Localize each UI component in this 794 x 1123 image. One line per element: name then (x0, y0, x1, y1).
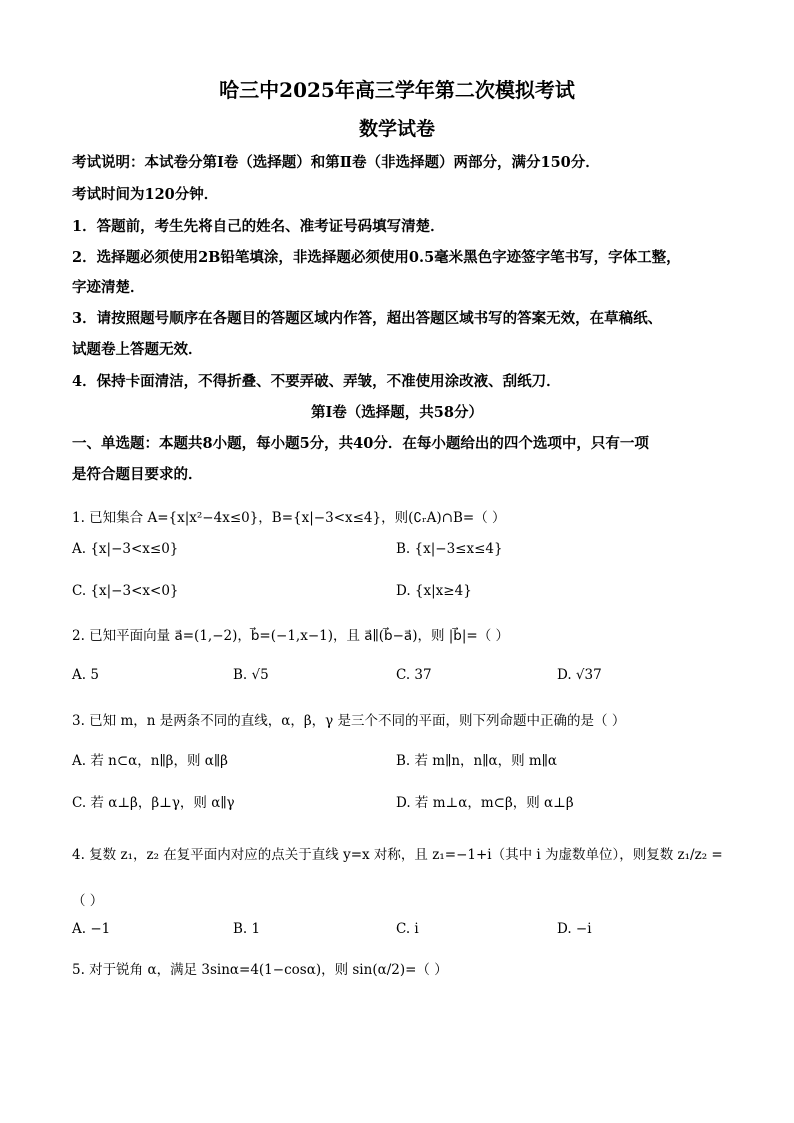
question-2-option-a: A. 5 (72, 667, 99, 683)
rule-2-line-1: 2．选择题必须使用2B铅笔填涂，非选择题必须使用0.5毫米黑色字迹签字笔书写，字体工整， (72, 249, 681, 266)
question-4-option-c: C. i (396, 921, 419, 937)
section-heading: 第Ⅰ卷（选择题，共58分） (311, 404, 483, 421)
question-2-option-b: B. √5 (233, 667, 269, 683)
question-4-stem: 4. 复数 z₁，z₂ 在复平面内对应的点关于直线 y=x 对称，且 z₁=−1+i（其中 i 为虚数单位），则复数 z₁/z₂ = (72, 847, 723, 863)
exam-subtitle: 数学试卷 (358, 118, 435, 140)
rule-4: 4．保持卡面清洁，不得折叠、不要弄破、弄皱，不准使用涂改液、刮纸刀． (72, 373, 561, 390)
question-5-stem: 5. 对于锐角 α，满足 3sinα=4(1−cosα)，则 sin(α/2)=（ ） (72, 962, 448, 978)
question-1-option-d: D. {x|x≥4} (396, 583, 472, 599)
question-3-option-b: B. 若 m∥n，n∥α，则 m∥α (396, 753, 558, 769)
rule-3-line-1: 3．请按照题号顺序在各题目的答题区域内作答，超出答题区域书写的答案无效，在草稿纸、 (72, 310, 663, 327)
question-3-stem: 3. 已知 m，n 是两条不同的直线，α，β，γ 是三个不同的平面，则下列命题中正确的是（ ） (72, 713, 626, 729)
question-4-stem-blank: （ ） (72, 893, 104, 909)
exam-title: 哈三中2025年高三学年第二次模拟考试 (219, 78, 575, 102)
question-1-option-b: B. {x|−3≤x≤4} (396, 541, 503, 557)
rule-1: 1．答题前，考生先将自己的姓名、准考证号码填写清楚． (72, 218, 445, 235)
question-1-stem: 1. 已知集合 A={x|x²−4x≤0}，B={x|−3<x≤4}，则(∁ᵣA)∩B=（ ） (72, 510, 506, 526)
question-4-option-b: B. 1 (233, 921, 261, 937)
part1-line-1: 一、单选题：本题共8小题，每小题5分，共40分．在每小题给出的四个选项中，只有一项 (72, 435, 649, 452)
instructions-time: 考试时间为120分钟． (72, 186, 219, 203)
question-2-stem: 2. 已知平面向量 a⃗=(1,−2)，b⃗=(−1,x−1)，且 a⃗∥(b⃗−a⃗)，则 |b⃗|=（ ） (72, 628, 510, 644)
question-3-option-c: C. 若 α⊥β，β⊥γ，则 α∥γ (72, 795, 235, 811)
question-2-option-d: D. √37 (557, 667, 602, 683)
question-1-option-a: A. {x|−3<x≤0} (72, 541, 179, 557)
question-4-option-d: D. −i (557, 921, 592, 937)
question-4-option-a: A. −1 (72, 921, 111, 937)
part1-line-2: 是符合题目要求的． (72, 466, 203, 483)
question-2-option-c: C. 37 (396, 667, 432, 683)
instructions-intro: 考试说明：本试卷分第Ⅰ卷（选择题）和第Ⅱ卷（非选择题）两部分，满分150分． (72, 154, 600, 171)
question-3-option-d: D. 若 m⊥α，m⊂β，则 α⊥β (396, 795, 574, 811)
rule-2-line-2: 字迹清楚． (72, 279, 145, 296)
question-1-option-c: C. {x|−3<x<0} (72, 583, 179, 599)
question-3-option-a: A. 若 n⊂α，n∥β，则 α∥β (72, 753, 228, 769)
rule-3-line-2: 试题卷上答题无效． (72, 341, 203, 358)
